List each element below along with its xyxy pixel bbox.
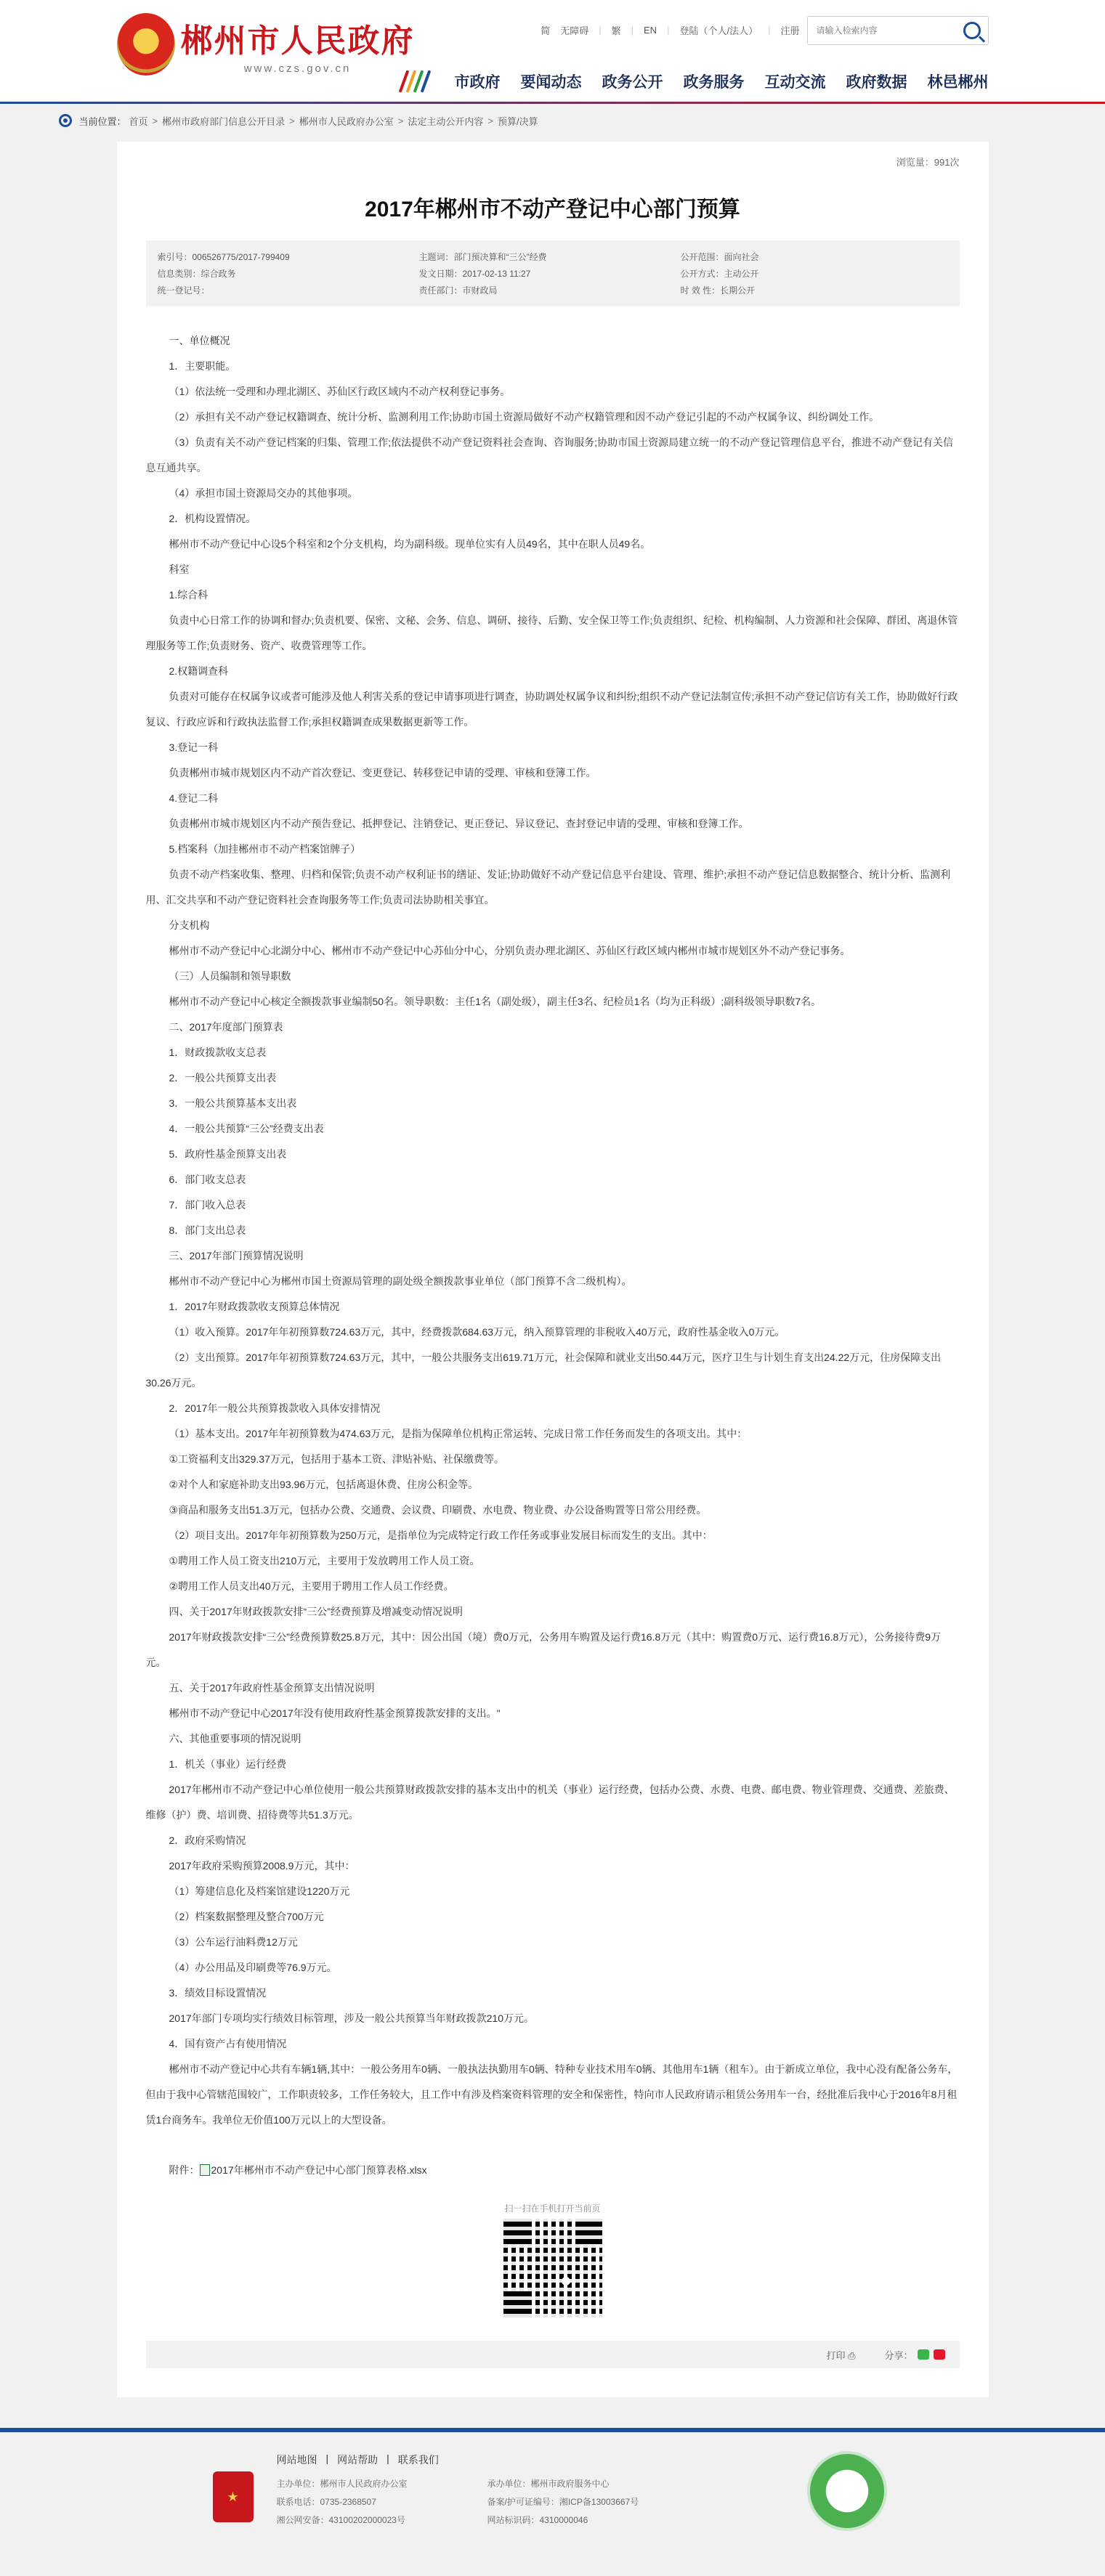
article-paragraph: （4）承担市国土资源局交办的其他事项。: [169, 487, 358, 499]
article-paragraph: 郴州市不动产登记中心2017年没有使用政府性基金预算拨款安排的支出。": [169, 1707, 501, 1719]
excel-file-icon: [200, 2164, 210, 2176]
share-bar: [146, 2341, 960, 2368]
article-paragraph: 五、关于2017年政府性基金预算支出情况说明: [169, 1682, 375, 1694]
article-paragraph: 2017年政府采购预算2008.9万元，其中：: [169, 1860, 355, 1872]
top-links: 简 无障碍 | 繁 | EN | 登陆（个人/法人） | 注册: [541, 25, 800, 36]
printer-icon: ⎙: [848, 2349, 856, 2361]
article-paragraph: ②聘用工作人员支出40万元，主要用于聘用工作人员工作经费。: [169, 1580, 454, 1592]
search-icon[interactable]: [963, 22, 981, 39]
article-container: [117, 142, 989, 2397]
article-paragraph: （1）依法统一受理和办理北湖区、苏仙区行政区域内不动产权利登记事务。: [169, 386, 511, 397]
nav-item-government-services[interactable]: 政务服务: [683, 74, 745, 91]
footer-link-help[interactable]: 网站帮助: [337, 2454, 379, 2466]
footer-link-sitemap[interactable]: 网站地图: [276, 2454, 317, 2466]
breadcrumb-item[interactable]: 首页: [129, 115, 148, 127]
article-paragraph: 负责对可能存在权属争议或者可能涉及他人利害关系的登记申请事项进行调查，协助调处权属争议和纠纷;组织不动产登记法制宣传;承担不动产登记信访有关工作，协助做好行政复议、行政应诉和行政执法监督工作;承担权籍调查成果数据更新等工作。: [145, 691, 958, 728]
wechat-share-icon[interactable]: [918, 2349, 929, 2360]
nav-item-city-government[interactable]: 市政府: [454, 74, 501, 91]
article-paragraph: 分支机构: [169, 919, 210, 931]
site-footer: [0, 2428, 1105, 2563]
site-title: 郴州市人民政府: [180, 23, 415, 59]
footer-icp[interactable]: 备案/护可证编号：湘ICP备13003667号: [487, 2497, 639, 2507]
print-label: 打印: [826, 2349, 846, 2361]
breadcrumb-item[interactable]: 法定主动公开内容: [408, 115, 484, 127]
article-paragraph: 6．部门收支总表: [169, 1174, 246, 1185]
share-label: 分享：: [884, 2349, 913, 2361]
meta-category: 信息类别：综合政务: [157, 269, 236, 279]
footer-links: 网站地图 | 网站帮助 | 联系我们: [276, 2453, 439, 2466]
footer-sponsor: 主办单位：郴州市人民政府办公室: [276, 2479, 408, 2489]
national-emblem-icon: ★: [117, 13, 175, 76]
article-paragraph: （三）人员编制和领导职数: [169, 970, 291, 982]
article-paragraph: （4）办公用品及印刷费等76.9万元。: [169, 1962, 337, 1973]
breadcrumb-label: 当前位置：: [78, 115, 126, 127]
meta-validity: 时 效 性：长期公开: [680, 285, 756, 296]
article-paragraph: 4．国有资产占有使用情况: [169, 2038, 287, 2049]
accessibility-link[interactable]: 无障碍: [560, 25, 589, 36]
article-paragraph: 7．部门收入总表: [169, 1199, 246, 1211]
nav-item-government-affairs[interactable]: 政务公开: [602, 74, 663, 91]
attachment-line: [146, 2158, 960, 2183]
article-paragraph: 科室: [169, 564, 190, 575]
nav-decoration-icon: [395, 67, 434, 96]
article-paragraph: （2）承担有关不动产登记权籍调查、统计分析、监测利用工作;协助市国土资源局做好不动产权籍管理和因不动产登记引起的不动产权属争议、纠纷调处工作。: [169, 411, 880, 423]
footer-police-record[interactable]: 湘公网安备：43100202000023号: [276, 2515, 405, 2525]
article-paragraph: （2）项目支出。2017年年初预算数为250万元，是指单位为完成特定行政工作任务或事业发展目标而发生的支出。其中：: [169, 1529, 713, 1541]
article-body: [146, 306, 960, 2133]
article-paragraph: 郴州市不动产登记中心核定全额拨款事业编制50名。领导职数：主任1名（副处级），副主任3名、纪检员1名（均为正科级）;副科级领导职数7名。: [169, 996, 822, 1007]
qr-code: [503, 2219, 602, 2317]
nav-item-government-data[interactable]: 政府数据: [846, 74, 907, 91]
article-paragraph: 2．2017年一般公共预算拨款收入具体安排情况: [169, 1402, 381, 1414]
footer-site-code: 网站标识码：4310000046: [487, 2515, 588, 2525]
article-paragraph: （1）筹建信息化及档案馆建设1220万元: [169, 1885, 350, 1897]
article-paragraph: 六、其他重要事项的情况说明: [169, 1733, 301, 1744]
simplified-link[interactable]: 简: [541, 25, 551, 36]
nav-item-interaction[interactable]: 互动交流: [764, 74, 826, 91]
article-paragraph: 1.综合科: [169, 589, 209, 601]
breadcrumb: 当前位置： 首页 > 郴州市政府部门信息公开目录 > 郴州市人民政府办公室 > 法定主动公开内容 > 预算/决算: [59, 104, 1047, 137]
traditional-link[interactable]: 繁: [611, 25, 621, 36]
footer-link-contact[interactable]: 联系我们: [397, 2454, 439, 2466]
site-header: [0, 0, 1105, 102]
article-paragraph: 郴州市不动产登记中心设5个科室和2个分支机构，均为副科级。现单位实有人员49名，其中在职人员49名。: [169, 538, 651, 550]
article-paragraph: 四、关于2017年财政拨款安排“三公”经费预算及增减变动情况说明: [169, 1606, 463, 1617]
article-paragraph: 2017年郴州市不动产登记中心单位使用一般公共预算财政拨款安排的基本支出中的机关（事业）运行经费，包括办公费、水费、电费、邮电费、物业管理费、交通费、差旅费、维修（护）费、培训费、招待费等共51.3万元。: [145, 1784, 955, 1821]
article-paragraph: 2.权籍调查科: [169, 665, 229, 677]
view-count: 浏览量：991次: [896, 157, 960, 168]
print-button[interactable]: [826, 2348, 855, 2362]
nav-item-linyi-chenzhou[interactable]: 林邑郴州: [927, 74, 989, 91]
search-input[interactable]: [808, 17, 953, 44]
party-government-badge-icon[interactable]: ★: [213, 2471, 254, 2522]
location-icon: [59, 114, 72, 127]
breadcrumb-item[interactable]: 预算/决算: [497, 115, 538, 127]
weibo-share-icon[interactable]: [934, 2349, 945, 2360]
footer-phone: 联系电话：0735-2368507: [276, 2497, 376, 2507]
article-paragraph: 郴州市不动产登记中心为郴州市国土资源局管理的副处级全额拨款事业单位（部门预算不含二级机构）。: [169, 1275, 632, 1287]
article-paragraph: ①工资福利支出329.37万元，包括用于基本工资、津贴补贴、社保缴费等。: [169, 1453, 504, 1465]
article-paragraph: （1）基本支出。2017年年初预算数为474.63万元，是指为保障单位机构正常运转、完成日常工作任务而发生的各项支出。其中：: [169, 1428, 748, 1439]
article-paragraph: 1．机关（事业）运行经费: [169, 1758, 287, 1770]
breadcrumb-item[interactable]: 郴州市政府部门信息公开目录: [162, 115, 286, 127]
article-paragraph: 2017年部门专项均实行绩效目标管理，涉及一般公共预算当年财政拨款210万元。: [169, 2012, 535, 2024]
footer-organizer: 承办单位：郴州市政府服务中心: [487, 2479, 610, 2489]
article-paragraph: 2．一般公共预算支出表: [169, 1072, 277, 1084]
article-paragraph: 郴州市不动产登记中心北湖分中心、郴州市不动产登记中心苏仙分中心，分别负责办理北湖区、苏仙区行政区域内郴州市城市规划区外不动产登记事务。: [169, 945, 851, 956]
article-paragraph: ①聘用工作人员工资支出210万元，主要用于发放聘用工作人员工资。: [169, 1555, 480, 1567]
meta-registration-number: 统一登记号：: [157, 285, 210, 296]
attachment-link[interactable]: 2017年郴州市不动产登记中心部门预算表格.xlsx: [211, 2164, 427, 2176]
article-paragraph: （3）负责有关不动产登记档案的归集、管理工作;依法提供不动产登记资料社会查询、咨询服务;协助市国土资源局建立统一的不动产登记管理信息平台，推进不动产登记有关信息互通共享。: [145, 436, 954, 474]
search-box: [807, 16, 989, 45]
website-audit-seal-icon[interactable]: [807, 2451, 887, 2531]
article-paragraph: 2017年财政拨款安排“三公”经费预算数25.8万元，其中：因公出国（境）费0万元，公务用车购置及运行费16.8万元（其中：购置费0万元、运行费16.8万元），公务接待费9万元。: [145, 1631, 942, 1668]
article-paragraph: 1．2017年财政拨款收支预算总体情况: [169, 1301, 340, 1312]
article-paragraph: （3）公车运行油料费12万元: [169, 1936, 298, 1948]
article-paragraph: 1．财政拨款收支总表: [169, 1047, 267, 1058]
article-paragraph: 三、2017年部门预算情况说明: [169, 1250, 304, 1261]
site-logo[interactable]: [117, 13, 415, 76]
article-paragraph: 3．绩效目标设置情况: [169, 1987, 267, 1999]
main-nav: [395, 67, 989, 96]
footer-info: [277, 2477, 749, 2526]
article-paragraph: 4.登记二科: [169, 792, 219, 804]
article-paragraph: 5．政府性基金预算支出表: [169, 1148, 287, 1160]
article-paragraph: 二、2017年度部门预算表: [169, 1021, 283, 1033]
meta-department: 责任部门：市财政局: [418, 285, 498, 296]
article-paragraph: ②对个人和家庭补助支出93.96万元，包括离退休费、住房公积金等。: [169, 1479, 479, 1490]
article-paragraph: 2．机构设置情况。: [169, 513, 256, 524]
article-paragraph: 5.档案科（加挂郴州市不动产档案馆牌子）: [169, 843, 361, 855]
register-link[interactable]: 注册: [780, 25, 800, 36]
article-paragraph: （2）档案数据整理及整合700万元: [169, 1911, 324, 1922]
english-link[interactable]: EN: [644, 25, 657, 36]
article-meta: [146, 240, 960, 306]
article-paragraph: 1．主要职能。: [169, 360, 236, 372]
article-paragraph: 负责中心日常工作的协调和督办;负责机要、保密、文秘、会务、信息、调研、接待、后勤、安全保卫等工作;负责组织、纪检、机构编制、人力资源和社会保障、群团、离退休管理服务等工作;负责财务、资产、收费管理等工作。: [145, 614, 958, 651]
article-paragraph: ③商品和服务支出51.3万元，包括办公费、交通费、会议费、印刷费、水电费、物业费、办公设备购置等日常公用经费。: [169, 1504, 707, 1516]
meta-scope: 公开范围：面向社会: [680, 252, 759, 262]
qr-hint: 扫一扫在手机打开当前页: [504, 2203, 601, 2214]
site-url: www.czs.gov.cn: [243, 62, 352, 75]
share-group: [884, 2348, 944, 2362]
article-paragraph: 郴州市不动产登记中心共有车辆1辆,其中：一般公务用车0辆、一般执法执勤用车0辆、特种专业技术用车0辆、其他用车1辆（租车）。由于新成立单位，我中心没有配备公务车，但由于我中心管辖范围较广，工作职责较多，工作任务较大，且工作中有涉及档案资料管理的安全和保密性，特向市人民政府请示租赁公务用车一台，经批准后我中心于2016年8月租赁1台商务车。我单位无价值100万元以上的大型设备。: [145, 2063, 958, 2126]
breadcrumb-item[interactable]: 郴州市人民政府办公室: [299, 115, 394, 127]
meta-date: 发文日期：2017-02-13 11:27: [418, 269, 531, 279]
article-paragraph: 负责不动产档案收集、整理、归档和保管;负责不动产权利证书的缮证、发证;协助做好不动产登记信息平台建设、管理、维护;承担不动产登记信息数据整合、统计分析、监测利用、汇交共享和不动产登记资料社会查询服务等工作;负责司法协助相关事宜。: [145, 869, 951, 906]
article-paragraph: 2．政府采购情况: [169, 1835, 246, 1846]
qr-section: [146, 2202, 960, 2317]
article-paragraph: （2）支出预算。2017年年初预算数724.63万元，其中，一般公共服务支出619.71万元，社会保障和就业支出50.44万元，医疗卫生与计划生育支出24.22万元，住房保障支出30.26万元。: [145, 1352, 942, 1389]
article-paragraph: 3.登记一科: [169, 741, 219, 753]
meta-index-number: 索引号：006526775/2017-799409: [157, 252, 290, 262]
meta-subject: 主题词：部门预决算和“三公”经费: [418, 252, 547, 262]
article-paragraph: 负责郴州市城市规划区内不动产首次登记、变更登记、转移登记申请的受理、审核和登簿工作。: [169, 767, 596, 779]
article-paragraph: 4．一般公共预算“三公”经费支出表: [169, 1123, 324, 1134]
nav-item-news[interactable]: 要闻动态: [520, 74, 582, 91]
article-paragraph: 3．一般公共预算基本支出表: [169, 1097, 297, 1109]
meta-method: 公开方式：主动公开: [680, 269, 759, 279]
attachment-label: 附件：: [169, 2164, 200, 2176]
login-link[interactable]: 登陆（个人/法人）: [679, 25, 758, 36]
article-title: 2017年郴州市不动产登记中心部门预算: [365, 198, 740, 222]
article-paragraph: 8．部门支出总表: [169, 1224, 246, 1236]
article-paragraph: 一、单位概况: [169, 335, 230, 346]
article-paragraph: 负责郴州市城市规划区内不动产预告登记、抵押登记、注销登记、更正登记、异议登记、查封登记申请的受理、审核和登簿工作。: [169, 818, 749, 829]
article-paragraph: （1）收入预算。2017年年初预算数724.63万元，其中，经费拨款684.63万元，纳入预算管理的非税收入40万元，政府性基金收入0万元。: [169, 1326, 785, 1338]
